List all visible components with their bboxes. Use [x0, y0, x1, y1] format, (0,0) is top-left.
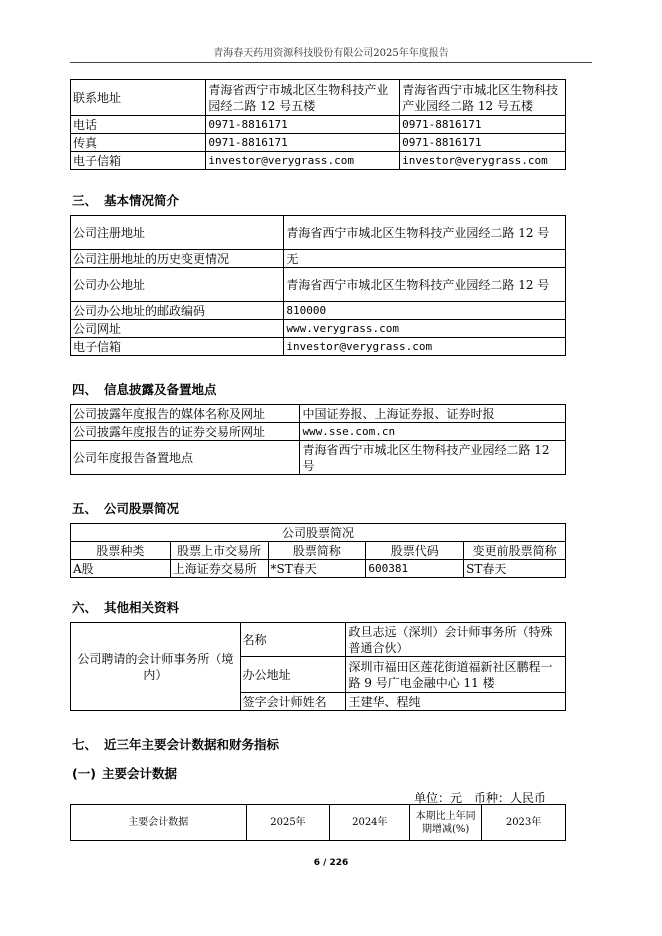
section-title: 近三年主要会计数据和财务指标: [104, 737, 280, 752]
table-row: [71, 302, 566, 320]
row-value: 无: [284, 250, 566, 268]
table-row: [71, 338, 566, 356]
basic-info-table: [70, 215, 566, 356]
row-value: www.sse.com.cn: [300, 423, 566, 441]
row-label: 公司披露年度报告的媒体名称及网址: [71, 405, 300, 423]
page-number: 6 / 226: [313, 858, 349, 868]
section-number: 六、: [72, 600, 98, 615]
auditor-table: [70, 622, 566, 711]
phone-value: 0971-8816171: [206, 116, 400, 134]
row-label: 公司网址: [71, 320, 284, 338]
table-row: [71, 268, 566, 302]
table-caption: 公司股票简况: [71, 524, 566, 542]
table-row: [71, 250, 566, 268]
section-heading-stock: [72, 499, 179, 517]
section-title: 其他相关资料: [104, 600, 180, 615]
column-header: 变更前股票简称: [464, 542, 566, 560]
subsection-heading: [72, 764, 177, 782]
table-row: [71, 152, 566, 170]
column-header: 2025年: [246, 805, 330, 841]
table-row: [71, 524, 566, 542]
section-heading-disclosure: [72, 380, 217, 398]
previous-abbreviation: ST春天: [464, 560, 566, 578]
section-number: 七、: [72, 737, 98, 752]
row-value: 810000: [284, 302, 566, 320]
currency-label: 币种：人民币: [474, 791, 547, 805]
stock-code: 600381: [366, 560, 464, 578]
table-row: [71, 560, 566, 578]
row-label: 名称: [240, 623, 346, 657]
column-header: 2024年: [330, 805, 410, 841]
table-row: [71, 80, 566, 116]
row-value: 政旦志远（深圳）会计师事务所（特殊普通合伙）: [346, 623, 566, 657]
row-label: 公司办公地址: [71, 268, 284, 302]
column-header: 本期比上年同期增减(%): [410, 805, 482, 841]
stock-type: A股: [71, 560, 171, 578]
table-row: [71, 623, 566, 657]
column-header: 股票上市交易所: [170, 542, 268, 560]
row-value: 青海省西宁市城北区生物科技产业园经二路 12 号: [284, 268, 566, 302]
contact-label: 传真: [71, 134, 206, 152]
column-header: 股票种类: [71, 542, 171, 560]
row-label: 签字会计师姓名: [240, 693, 346, 711]
table-row: [71, 134, 566, 152]
contact-label: 联系地址: [71, 80, 206, 116]
section-number: 四、: [72, 382, 98, 397]
contact-label: 电子信箱: [71, 152, 206, 170]
stock-exchange: 上海证券交易所: [170, 560, 268, 578]
row-value: 深圳市福田区莲花街道福新社区鹏程一路 9 号广电金融中心 11 楼: [346, 657, 566, 693]
row-label: 公司注册地址: [71, 216, 284, 250]
table-row: [71, 320, 566, 338]
row-value: investor@verygrass.com: [284, 338, 566, 356]
row-label: 公司披露年度报告的证券交易所网址: [71, 423, 300, 441]
subsection-number: (一): [72, 766, 96, 781]
row-value: 青海省西宁市城北区生物科技产业园经二路 12 号: [300, 441, 566, 475]
section-number: 三、: [72, 193, 98, 208]
column-header: 2023年: [482, 805, 566, 841]
header-divider: [70, 62, 592, 63]
page-header: 青海春天药用资源科技股份有限公司2025年年度报告: [213, 48, 449, 59]
row-value: 中国证券报、上海证券报、证券时报: [300, 405, 566, 423]
auditor-group-label: 公司聘请的会计师事务所（境内）: [71, 623, 241, 711]
table-row: [71, 423, 566, 441]
row-label: 电子信箱: [71, 338, 284, 356]
row-label: 办公地址: [240, 657, 346, 693]
email-value: investor@verygrass.com: [400, 152, 566, 170]
column-header: 主要会计数据: [71, 805, 247, 841]
fax-value: 0971-8816171: [400, 134, 566, 152]
contact-address-representative: 青海省西宁市城北区生物科技产业园经二路 12 号五楼: [400, 80, 566, 116]
section-title: 公司股票简况: [104, 501, 180, 516]
stock-table: [70, 523, 566, 578]
fax-value: 0971-8816171: [206, 134, 400, 152]
row-value: 青海省西宁市城北区生物科技产业园经二路 12 号: [284, 216, 566, 250]
row-label: 公司年度报告备置地点: [71, 441, 300, 475]
column-header: 股票简称: [268, 542, 366, 560]
email-value: investor@verygrass.com: [206, 152, 400, 170]
phone-value: 0971-8816171: [400, 116, 566, 134]
table-row: [71, 405, 566, 423]
section-heading-basic-info: [72, 191, 179, 209]
table-header-row: [71, 805, 566, 841]
column-header: 股票代码: [366, 542, 464, 560]
section-number: 五、: [72, 501, 98, 516]
table-row: [71, 116, 566, 134]
section-title: 信息披露及备置地点: [104, 382, 217, 397]
table-row: [71, 441, 566, 475]
section-heading-financial: [72, 735, 279, 753]
contact-label: 电话: [71, 116, 206, 134]
contact-address-secretary: 青海省西宁市城北区生物科技产业园经二路 12 号五楼: [206, 80, 400, 116]
row-value: www.verygrass.com: [284, 320, 566, 338]
section-heading-other: [72, 598, 179, 616]
row-label: 公司办公地址的邮政编码: [71, 302, 284, 320]
contact-table: [70, 79, 566, 170]
subsection-title: 主要会计数据: [101, 766, 177, 781]
row-label: 公司注册地址的历史变更情况: [71, 250, 284, 268]
row-value: 王建华、程纯: [346, 693, 566, 711]
financial-data-table: [70, 804, 566, 841]
unit-label: 单位：元: [414, 791, 463, 805]
disclosure-table: [70, 404, 566, 475]
table-row: [71, 216, 566, 250]
stock-abbreviation: *ST春天: [268, 560, 366, 578]
table-header-row: [71, 542, 566, 560]
section-title: 基本情况简介: [104, 193, 180, 208]
